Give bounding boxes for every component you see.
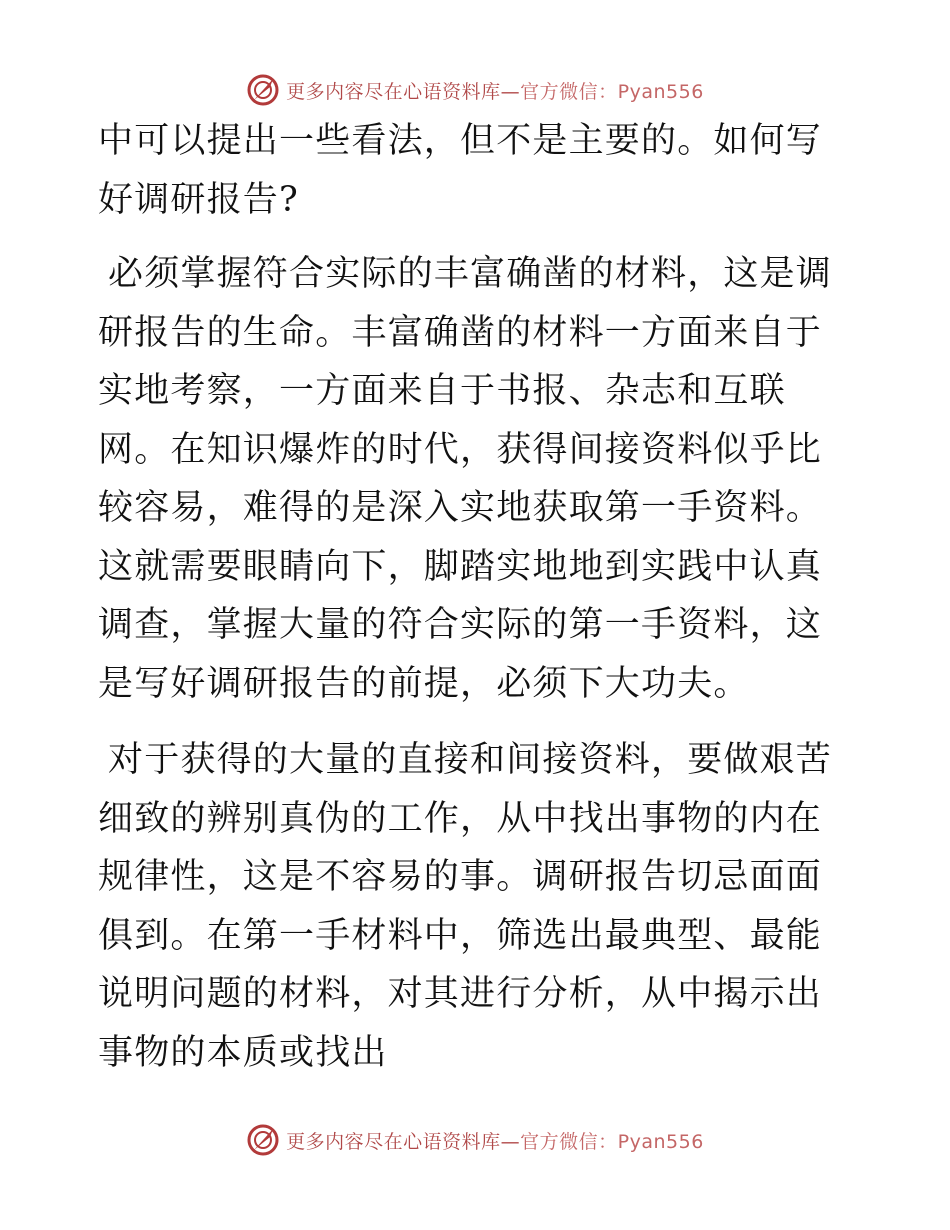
paragraph-1: 中可以提出一些看法，但不是主要的。如何写好调研报告? [98,121,823,220]
footer-separator: — [500,1130,521,1153]
quill-logo-icon [246,1123,280,1157]
header-brand-text: 更多内容尽在心语资料库 [286,80,501,103]
paragraph-3: 对于获得的大量的直接和间接资料，要做艰苦细致的辨别真伪的工作，从中找出事物的内在规律性，这是不容易的事。调研报告切忌面面俱到。在第一手材料中，筛选出最典型、最能说明问题的材料，对其进行分析，从中揭示出事物的本质或找出 [98,740,833,1073]
header-banner-text [286,77,704,104]
document-body [98,112,858,1100]
footer-wechat-text: 官方微信：Pyan556 [520,1130,704,1153]
footer-banner [0,1120,950,1160]
quill-logo-icon [246,73,280,107]
footer-banner-text [286,1127,704,1154]
header-separator: — [500,80,521,103]
header-wechat-text: 官方微信：Pyan556 [520,80,704,103]
header-banner [0,70,950,110]
paragraph-2: 必须掌握符合实际的丰富确凿的材料，这是调研报告的生命。丰富确凿的材料一方面来自于实地考察，一方面来自于书报、杂志和互联网。在知识爆炸的时代，获得间接资料似乎比较容易，难得的是深入实地获取第一手资料。这就需要眼睛向下，脚踏实地地到实践中认真调查，掌握大量的符合实际的第一手资料，这是写好调研报告的前提，必须下大功夫。 [98,254,833,704]
footer-brand-text: 更多内容尽在心语资料库 [286,1130,501,1153]
